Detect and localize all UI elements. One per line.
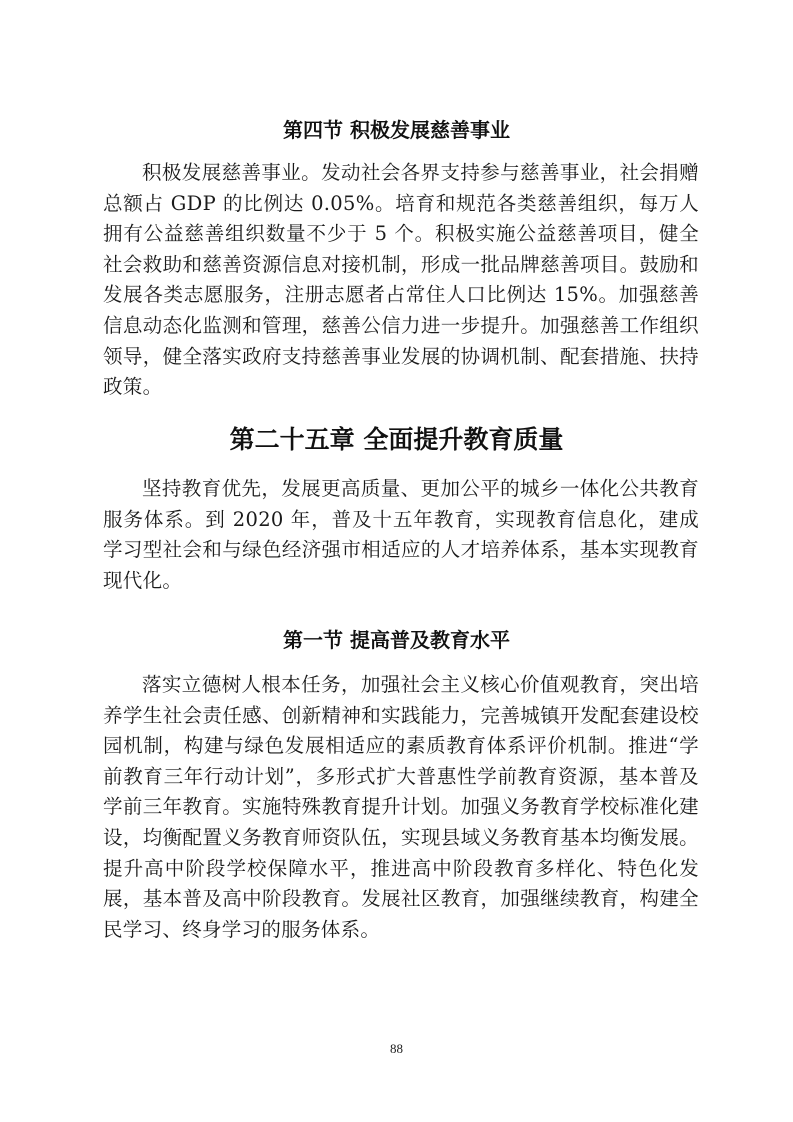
section-4-title: 第四节 积极发展慈善事业 <box>283 118 510 142</box>
chapter-25-title: 第二十五章 全面提升教育质量 <box>229 425 564 454</box>
section-1-paragraph: 落实立德树人根本任务，加强社会主义核心价值观教育，突出培养学生社会责任感、创新精神和实践能力，完善城镇开发配套建设校园机制，构建与绿色发展相适应的素质教育体系评价机制。推进“学前教育三年行动计划”，多形式扩大普惠性学前教育资源，基本普及学前三年教育。实施特殊教育提升计划。加强义务教育学校标准化建设，均衡配置义务教育师资队伍，实现县域义务教育基本均衡发展。提升高中阶段学校保障水平，推进高中阶段教育多样化、特色化发展，基本普及高中阶段教育。发展社区教育，加强继续教育，构建全民学习、终身学习的服务体系。 <box>103 673 699 941</box>
chapter-25-paragraph: 坚持教育优先，发展更高质量、更加公平的城乡一体化公共教育服务体系。到 2020 年，普及十五年教育，实现教育信息化，建成学习型社会和与绿色经济强市相适应的人才培养体系，基本实现教育现代化。 <box>103 477 699 592</box>
section-4-paragraph: 积极发展慈善事业。发动社会各界支持参与慈善事业，社会捐赠总额占 GDP 的比例达 0.05%。培育和规范各类慈善组织，每万人拥有公益慈善组织数量不少于 5 个。积极实施公益慈善项目，健全社会救助和慈善资源信息对接机制，形成一批品牌慈善项目。鼓励和发展各类志愿服务，注册志愿者占常住人口比例达 15%。加强慈善信息动态化监测和管理，慈善公信力进一步提升。加强慈善工作组织领导，健全落实政府支持慈善事业发展的协调机制、配套措施、扶持政策。 <box>103 161 699 399</box>
section-1-title: 第一节 提高普及教育水平 <box>283 628 510 652</box>
page-number: 88 <box>390 1041 403 1056</box>
